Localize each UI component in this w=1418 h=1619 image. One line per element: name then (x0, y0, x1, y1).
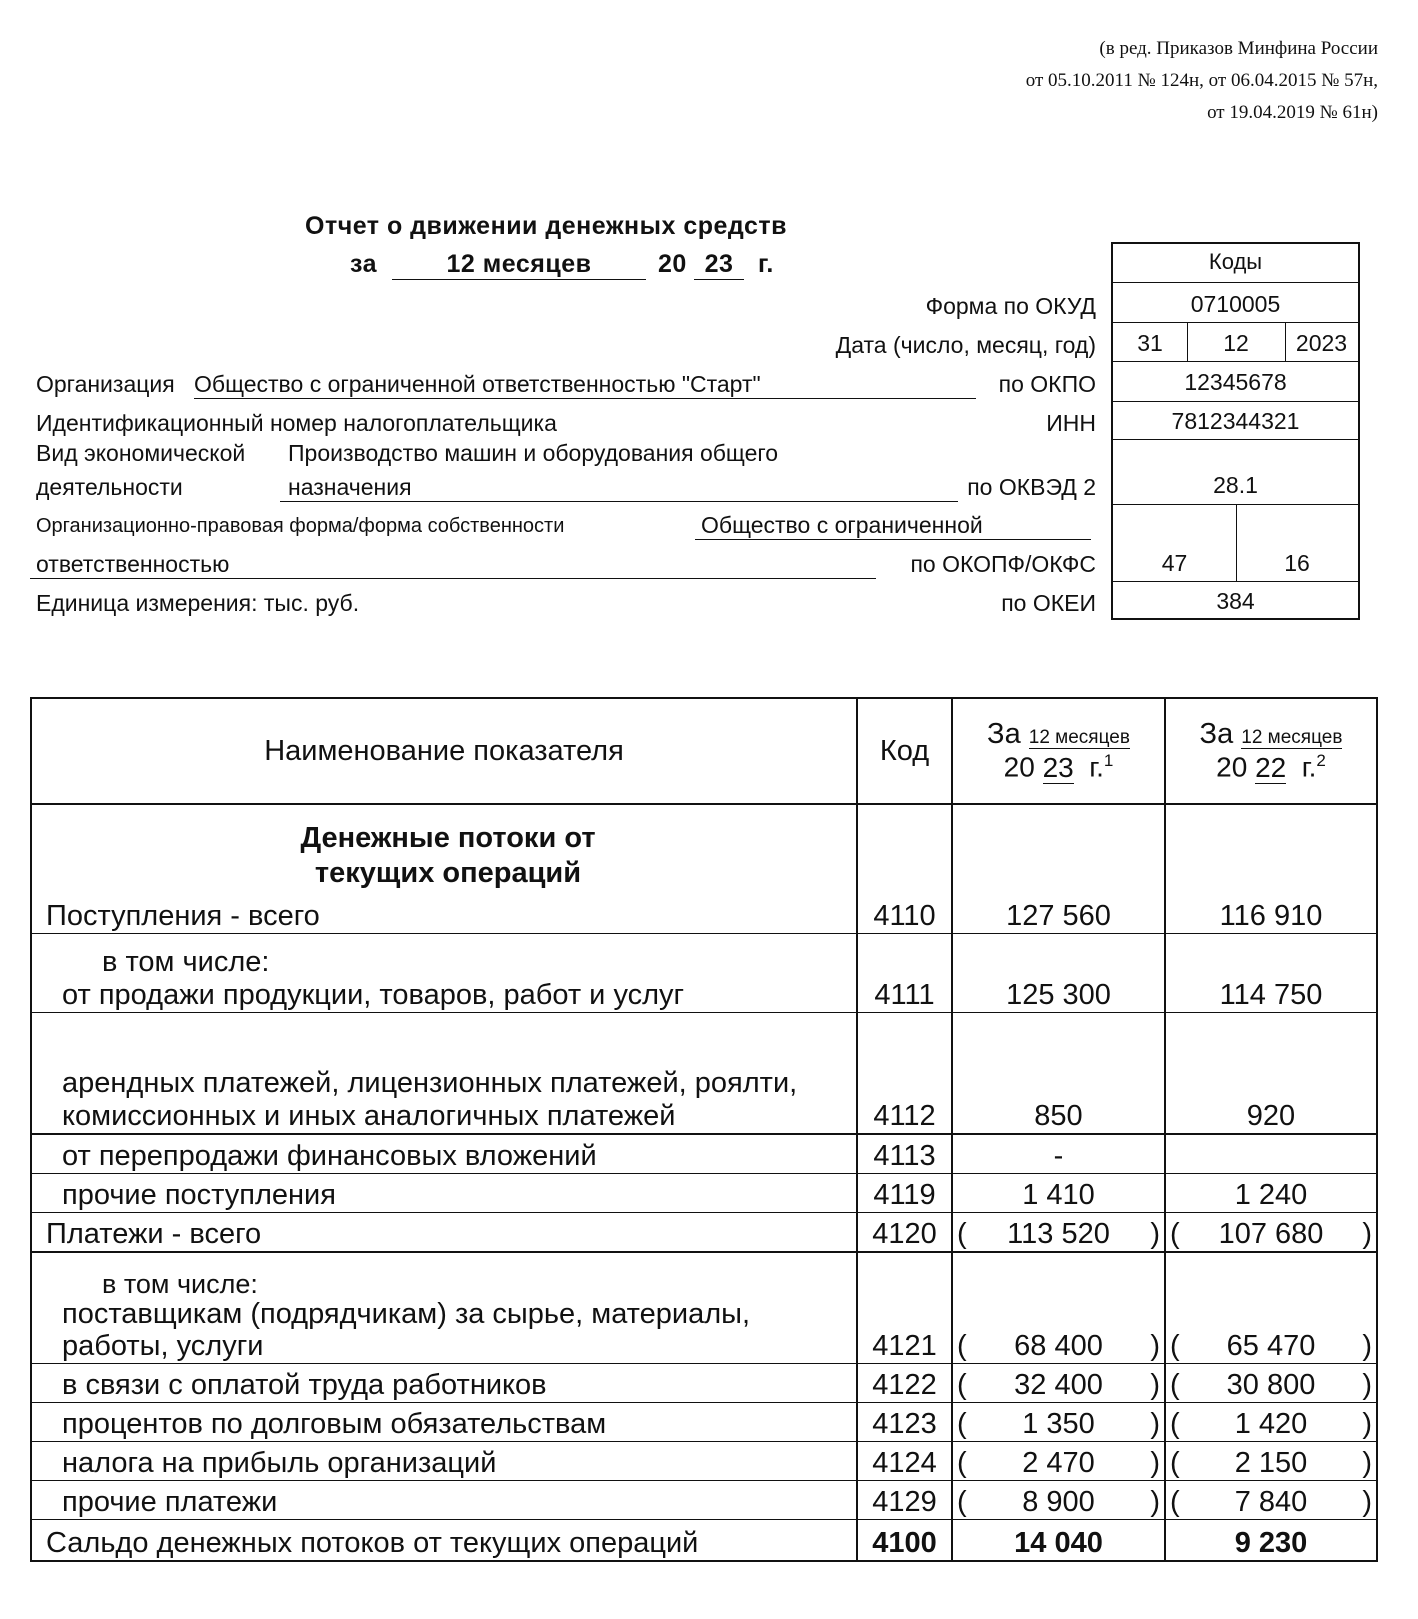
row-value-previous: 2 150 (1234, 1447, 1308, 1479)
row-prefix: в том числе: (102, 1269, 258, 1299)
row-name: в связи с оплатой труда работников (62, 1369, 547, 1401)
row-prefix: в том числе: (102, 946, 270, 978)
row-code: 4129 (857, 1481, 952, 1520)
code-okopf: 47 (1161, 550, 1188, 576)
opf-value-line2: ответственностью (30, 551, 876, 579)
label-opf: Организационно-правовая форма/форма собственности (36, 515, 565, 537)
label-okpo: по ОКПО (998, 371, 1096, 397)
table-row (31, 934, 1377, 1013)
code-okei: 384 (1216, 588, 1255, 614)
row-value-current: 8 900 (1022, 1486, 1095, 1518)
amendment-note-line2: от 05.10.2011 № 124н, от 06.04.2015 № 57н, (1025, 70, 1378, 91)
row-value-current: 125 300 (952, 934, 1165, 1013)
row-value-previous: 30 800 (1226, 1369, 1316, 1401)
row-name-line1: поставщикам (подрядчикам) за сырье, материалы, (62, 1298, 751, 1330)
activity-value-line2: назначения (280, 474, 958, 502)
section-title-line2: текущих операций (314, 857, 582, 889)
row-value-current: 14 040 (952, 1520, 1165, 1562)
row-value-current: 2 470 (1022, 1447, 1095, 1479)
table-row: в связи с оплатой труда работников 4122 ( 32 400 ) ( 30 800 ) (31, 1364, 1377, 1403)
col-cur-period: 12 месяцев (1028, 727, 1130, 749)
label-activity-line1: Вид экономической (36, 440, 246, 466)
codes-header: Коды (1208, 249, 1263, 274)
label-activity-line2: деятельности (36, 474, 183, 500)
col-prev-period: 12 месяцев (1241, 727, 1343, 749)
col-prev-za: За (1199, 718, 1234, 751)
codes-box (1111, 242, 1360, 620)
title-year-prefix: 20 (658, 250, 687, 278)
table-row (31, 1013, 1377, 1135)
row-code: 4123 (857, 1403, 952, 1442)
row-name: Платежи - всего (46, 1218, 262, 1250)
table-row (31, 804, 1377, 934)
row-value-previous: 65 470 (1226, 1330, 1316, 1362)
title-year-suffix: 23 (694, 250, 744, 280)
row-name: от продажи продукции, товаров, работ и услуг (62, 979, 685, 1011)
code-date-year: 2023 (1295, 330, 1348, 356)
row-value-previous: 9 230 (1165, 1520, 1377, 1562)
title-za: за (350, 250, 378, 278)
cash-flow-table (30, 697, 1378, 1562)
row-value-previous: 920 (1165, 1013, 1377, 1135)
row-value-current: 127 560 (952, 804, 1165, 934)
code-okved: 28.1 (1213, 472, 1258, 498)
amendment-note-line1: (в ред. Приказов Минфина России (1099, 38, 1378, 59)
table-row: Платежи - всего 4120 ( 113 520 ) ( 107 680 ) (31, 1213, 1377, 1253)
col-prev-ysuffix: 22 (1255, 751, 1287, 783)
code-okpo: 12345678 (1184, 369, 1287, 395)
row-name: прочие платежи (62, 1486, 278, 1518)
label-okud: Форма по ОКУД (925, 293, 1096, 319)
row-name: прочие поступления (62, 1179, 336, 1211)
row-code: 4100 (857, 1520, 952, 1562)
row-name-line1: арендных платежей, лицензионных платежей, роялти, (62, 1067, 798, 1099)
table-row: налога на прибыль организаций 4124 ( 2 470 ) ( 2 150 ) (31, 1442, 1377, 1481)
organization-name: Общество с ограниченной ответственностью "Старт" (194, 371, 976, 399)
row-value-previous: 1 420 (1234, 1408, 1308, 1440)
title-period: 12 месяцев (392, 250, 646, 280)
col-header-previous (1165, 698, 1377, 804)
label-unit: Единица измерения: тыс. руб. (36, 590, 360, 616)
row-code: 4111 (857, 934, 952, 1013)
activity-value-line1: Производство машин и оборудования общего (288, 440, 779, 466)
row-value-previous: 7 840 (1234, 1486, 1308, 1518)
opf-value-line1: Общество с ограниченной (695, 512, 1091, 540)
table-row (31, 1134, 1377, 1174)
row-value-previous: 107 680 (1218, 1218, 1324, 1250)
table-row (31, 1174, 1377, 1213)
table-row: в том числе: поставщикам (подрядчикам) за сырье, материалы, работы, услуги 4121 ( 68 400 ) ( 65 470 ) (31, 1252, 1377, 1364)
row-value-current: 68 400 (1014, 1330, 1103, 1362)
label-okved: по ОКВЭД 2 (967, 474, 1096, 500)
row-code: 4120 (857, 1213, 952, 1253)
row-value-previous: 114 750 (1165, 934, 1377, 1013)
row-value-current: 1 350 (1022, 1408, 1095, 1440)
row-value-current: - (952, 1134, 1165, 1174)
col-cur-za: За (987, 718, 1021, 751)
row-name-line2: работы, услуги (62, 1330, 264, 1362)
label-okopf: по ОКОПФ/ОКФС (910, 551, 1096, 577)
col-cur-ysuffix: 23 (1042, 751, 1074, 783)
row-value-current: 850 (952, 1013, 1165, 1135)
row-code: 4112 (857, 1013, 952, 1135)
row-code: 4113 (857, 1134, 952, 1174)
row-name: от перепродажи финансовых вложений (62, 1140, 597, 1172)
label-inn-full: Идентификационный номер налогоплательщика (36, 410, 557, 436)
report-title: Отчет о движении денежных средств (305, 212, 787, 240)
section-title-line1: Денежные потоки от (300, 822, 596, 854)
col-cur-note: 1 (1103, 751, 1114, 771)
code-date-day: 31 (1137, 330, 1163, 356)
col-header-current (952, 698, 1165, 804)
row-code: 4122 (857, 1364, 952, 1403)
row-value-previous: 1 240 (1165, 1174, 1377, 1213)
col-cur-g: г. (1089, 751, 1104, 783)
col-prev-yprefix: 20 (1216, 751, 1248, 783)
col-prev-note: 2 (1316, 751, 1326, 771)
label-date: Дата (число, месяц, год) (835, 332, 1096, 358)
table-row: прочие платежи 4129 ( 8 900 ) ( 7 840 ) (31, 1481, 1377, 1520)
code-inn: 7812344321 (1171, 408, 1300, 434)
col-header-name: Наименование показателя (31, 698, 857, 804)
label-organization: Организация (36, 371, 175, 397)
table-row: процентов по долговым обязательствам 4123 ( 1 350 ) ( 1 420 ) (31, 1403, 1377, 1442)
label-inn: ИНН (1046, 410, 1096, 436)
row-name: процентов по долговым обязательствам (62, 1408, 607, 1440)
code-date-month: 12 (1223, 330, 1249, 356)
row-value-current: 32 400 (1014, 1369, 1103, 1401)
row-name-line2: комиссионных и иных аналогичных платежей (62, 1100, 676, 1132)
amendment-note-line3: от 19.04.2019 № 61н) (1207, 102, 1378, 123)
row-code: 4121 (857, 1252, 952, 1364)
code-okud: 0710005 (1190, 291, 1281, 317)
row-value-previous (1165, 1134, 1377, 1174)
code-okfs: 16 (1284, 550, 1310, 576)
label-okei: по ОКЕИ (1001, 590, 1096, 616)
row-value-current: 113 520 (1007, 1218, 1110, 1250)
col-header-code: Код (857, 698, 952, 804)
col-prev-g: г. (1301, 751, 1317, 783)
row-value-current: 1 410 (952, 1174, 1165, 1213)
row-name: Поступления - всего (46, 900, 320, 932)
col-cur-yprefix: 20 (1003, 751, 1035, 783)
row-code: 4119 (857, 1174, 952, 1213)
table-row (31, 1520, 1377, 1562)
row-name: налога на прибыль организаций (62, 1447, 497, 1479)
row-value-previous: 116 910 (1165, 804, 1377, 934)
row-code: 4110 (857, 804, 952, 934)
row-code: 4124 (857, 1442, 952, 1481)
row-name: Сальдо денежных потоков от текущих операций (46, 1527, 699, 1559)
title-g: г. (758, 250, 774, 278)
